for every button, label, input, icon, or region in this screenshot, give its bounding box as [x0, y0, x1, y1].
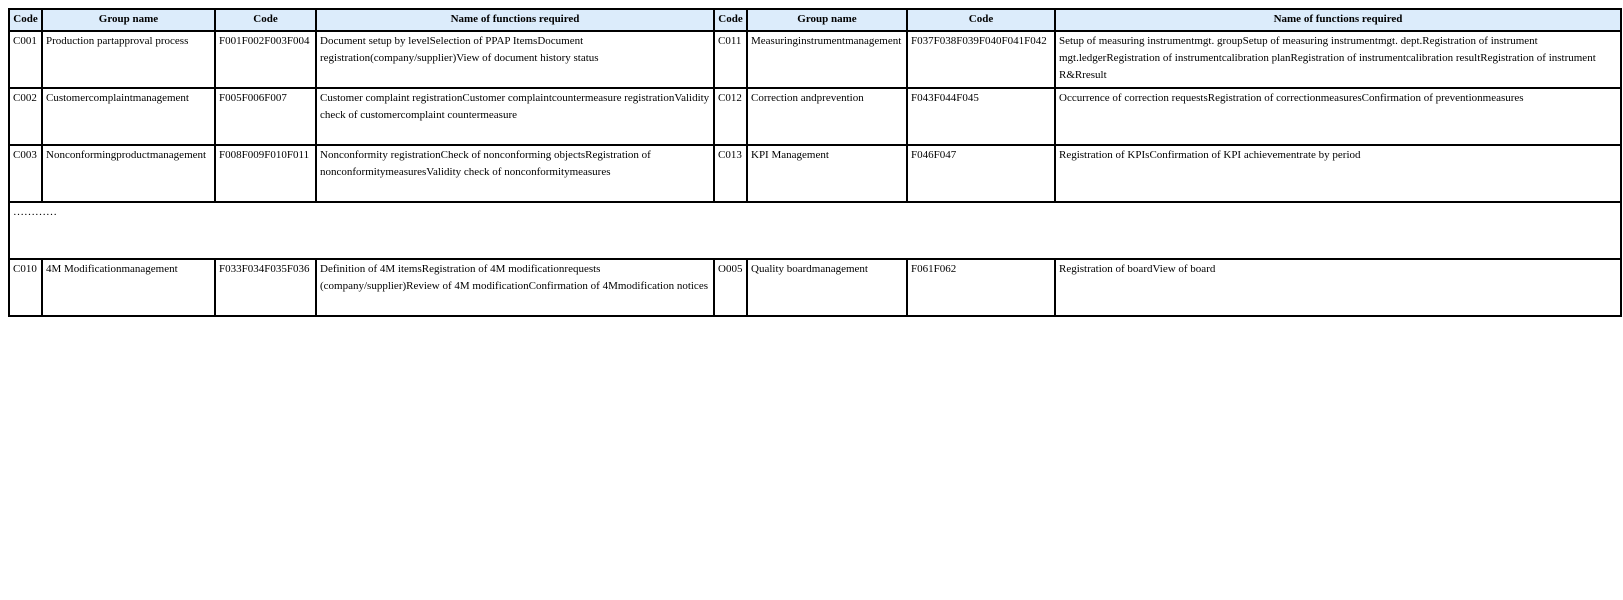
group-code: C003 [9, 145, 42, 202]
header-group-name: Group name [42, 9, 215, 31]
function-table [8, 8, 1622, 317]
function-names: Registration of boardView of board [1055, 259, 1621, 316]
group-name: KPI Management [747, 145, 907, 202]
group-code: C002 [9, 88, 42, 145]
function-names: Registration of KPIsConfirmation of KPI achievementrate by period [1055, 145, 1621, 202]
table-row [9, 145, 1621, 202]
group-name: Customercomplaintmanagement [42, 88, 215, 145]
header-code-right: Code [714, 9, 747, 31]
function-codes: F005F006F007 [215, 88, 316, 145]
group-code: C001 [9, 31, 42, 88]
function-codes: F061F062 [907, 259, 1055, 316]
group-name: Correction andprevention [747, 88, 907, 145]
group-code: C012 [714, 88, 747, 145]
function-codes: F043F044F045 [907, 88, 1055, 145]
table-row [9, 31, 1621, 88]
group-name: Nonconformingproductmanagement [42, 145, 215, 202]
group-code: C011 [714, 31, 747, 88]
header-group-name-right: Group name [747, 9, 907, 31]
group-code: C013 [714, 145, 747, 202]
ellipsis-text: ………… [9, 202, 1621, 259]
function-codes: F037F038F039F040F041F042 [907, 31, 1055, 88]
group-name: Production partapproval process [42, 31, 215, 88]
group-name: Quality boardmanagement [747, 259, 907, 316]
function-names: Definition of 4M itemsRegistration of 4M modificationrequests (company/supplier)Review of 4M modificationConfirmation of 4Mmodification notices [316, 259, 714, 316]
ellipsis-row [9, 202, 1621, 259]
table-row [9, 259, 1621, 316]
function-names: Occurrence of correction requestsRegistration of correctionmeasuresConfirmation of preventionmeasures [1055, 88, 1621, 145]
header-code: Code [9, 9, 42, 31]
function-codes: F001F002F003F004 [215, 31, 316, 88]
function-names: Nonconformity registrationCheck of nonconforming objectsRegistration of nonconformitymeasuresValidity check of nonconformitymeasures [316, 145, 714, 202]
header-function-code: Code [215, 9, 316, 31]
header-functions-right: Name of functions required [1055, 9, 1621, 31]
header-functions: Name of functions required [316, 9, 714, 31]
function-table-container [8, 8, 1622, 317]
group-code: C010 [9, 259, 42, 316]
group-name: Measuringinstrumentmanagement [747, 31, 907, 88]
header-row [9, 9, 1621, 31]
table-row [9, 88, 1621, 145]
group-name: 4M Modificationmanagement [42, 259, 215, 316]
function-codes: F046F047 [907, 145, 1055, 202]
function-codes: F033F034F035F036 [215, 259, 316, 316]
header-function-code-right: Code [907, 9, 1055, 31]
function-codes: F008F009F010F011 [215, 145, 316, 202]
group-code: O005 [714, 259, 747, 316]
function-names: Setup of measuring instrumentmgt. groupSetup of measuring instrumentmgt. dept.Registration of instrument mgt.ledgerRegistration of instrumentcalibration planRegistration of instrumentcalibration resultRegistration of instrument R&Rresult [1055, 31, 1621, 88]
function-names: Document setup by levelSelection of PPAP ItemsDocument registration(company/supplier)View of document history status [316, 31, 714, 88]
function-names: Customer complaint registrationCustomer complaintcountermeasure registrationValidity check of customercomplaint countermeasure [316, 88, 714, 145]
